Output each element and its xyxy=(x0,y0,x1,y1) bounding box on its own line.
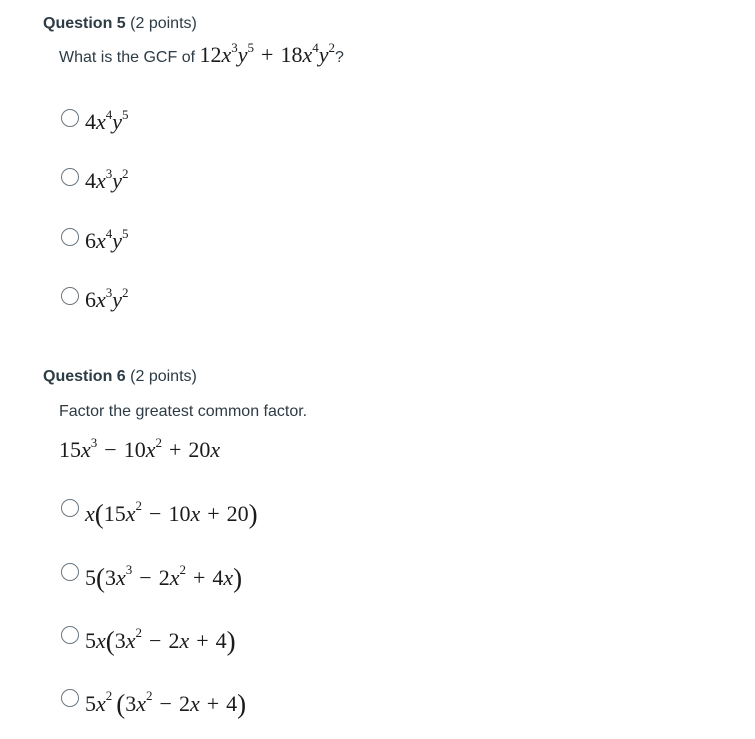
question-5 xyxy=(43,14,733,69)
option-expression: $6x^3y^2$ xyxy=(85,284,129,312)
term-variable: x xyxy=(221,42,232,67)
term-variable: y xyxy=(318,42,329,67)
q5-option-3[interactable] xyxy=(61,226,129,256)
radio-button-icon[interactable] xyxy=(61,287,79,305)
term-coefficient: 12 xyxy=(199,42,222,67)
q6-option-3[interactable] xyxy=(61,624,236,654)
option-expression: $5x(3x^2 - 2x + 4)$ xyxy=(85,625,236,656)
q5-option-4[interactable] xyxy=(61,285,129,315)
option-expression: $4x^4y^5$ xyxy=(85,106,129,134)
radio-button-icon[interactable] xyxy=(61,626,79,644)
option-expression: $5x^2$ $(3x^2 - 2x + 4)$ xyxy=(85,688,247,719)
term-coefficient: 18 xyxy=(280,42,303,67)
radio-button-icon[interactable] xyxy=(61,168,79,186)
option-expression: $x(15x^2 - 10x + 20)$ xyxy=(85,498,258,529)
plus-operator: + xyxy=(261,42,274,67)
option-expression: $5(3x^3 - 2x^2 + 4x)$ xyxy=(85,562,243,593)
term-exponent: 4 xyxy=(312,39,319,55)
question-6-expression: $15x^3 - 10x^2 + 20x$ xyxy=(59,434,221,462)
radio-button-icon[interactable] xyxy=(61,109,79,127)
question-5-expression xyxy=(199,39,335,67)
question-6-points: (2 points) xyxy=(130,368,197,385)
term-exponent: 2 xyxy=(328,39,335,55)
term-variable: x xyxy=(302,42,313,67)
q6-option-2[interactable] xyxy=(61,561,242,591)
radio-button-icon[interactable] xyxy=(61,563,79,581)
term-exponent: 5 xyxy=(247,39,255,55)
question-6 xyxy=(43,367,733,463)
option-expression: $4x^3y^2$ xyxy=(85,165,129,193)
question-5-prompt-text: What is the GCF of xyxy=(59,49,196,66)
question-mark: ? xyxy=(334,49,344,66)
question-5-title: Question 5 xyxy=(43,15,126,32)
term-variable: y xyxy=(237,42,248,67)
question-6-header xyxy=(43,367,733,387)
q6-option-1[interactable] xyxy=(61,497,258,527)
term-exponent: 3 xyxy=(231,39,238,55)
radio-button-icon[interactable] xyxy=(61,228,79,246)
q6-option-4[interactable] xyxy=(61,687,246,717)
radio-button-icon[interactable] xyxy=(61,499,79,517)
question-5-prompt xyxy=(59,39,733,69)
question-5-header xyxy=(43,14,733,34)
option-expression: $6x^4y^5$ xyxy=(85,225,129,253)
q5-option-1[interactable] xyxy=(61,107,129,137)
question-6-title: Question 6 xyxy=(43,368,126,385)
question-5-points: (2 points) xyxy=(130,15,197,32)
q5-option-2[interactable] xyxy=(61,166,129,196)
question-6-prompt: Factor the greatest common factor. xyxy=(59,403,308,420)
radio-button-icon[interactable] xyxy=(61,689,79,707)
